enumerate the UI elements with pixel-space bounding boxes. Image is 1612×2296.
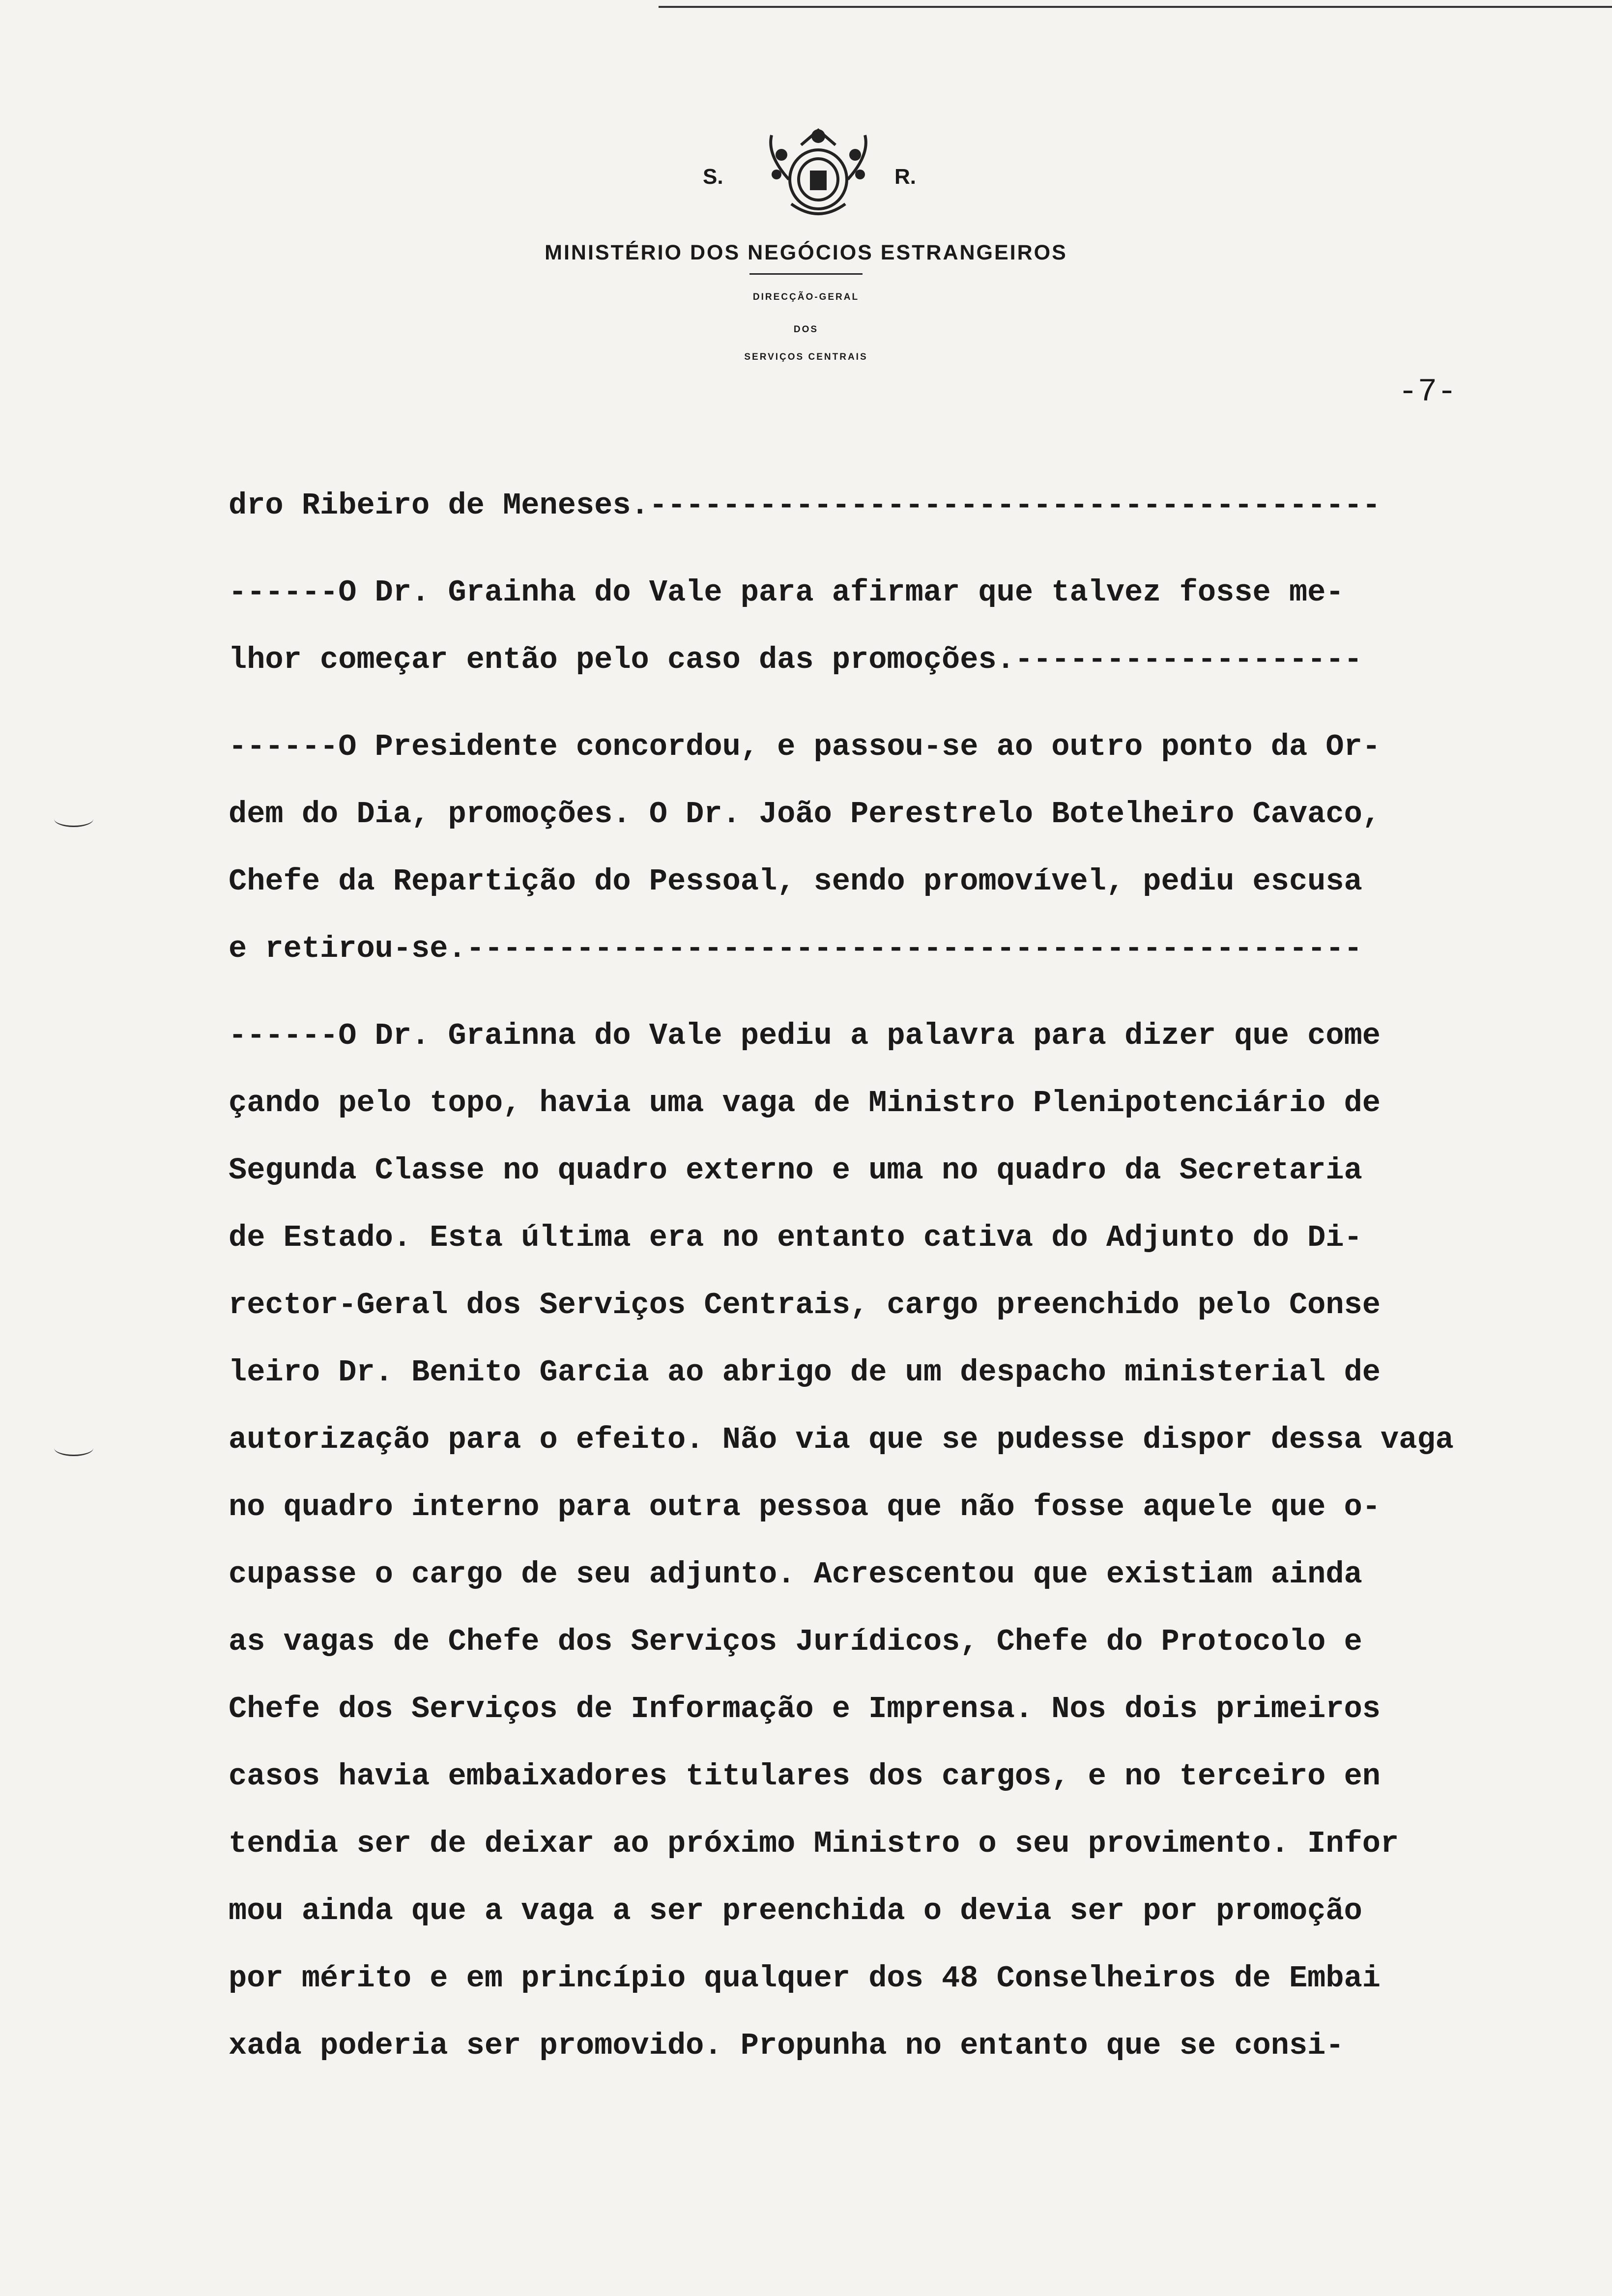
text-line: por mérito e em princípio qualquer dos 48 Conselheiros de Embai [229, 1961, 1381, 1996]
seal-letter-r: R. [894, 165, 916, 189]
text-line: Chefe dos Serviços de Informação e Imprensa. Nos dois primeiros [229, 1692, 1381, 1726]
text-line: ------O Dr. Grainha do Vale para afirmar que talvez fosse me- [229, 575, 1344, 610]
text-line: tendia ser de deixar ao próximo Ministro o seu provimento. Infor [229, 1826, 1399, 1861]
directorate-line-3: SERVIÇOS CENTRAIS [744, 352, 868, 362]
text-line: no quadro interno para outra pessoa que não fosse aquele que o- [229, 1490, 1381, 1524]
letterhead-seal [678, 125, 934, 233]
text-line: dem do Dia, promoções. O Dr. João Perestrelo Botelheiro Cavaco, [229, 797, 1381, 832]
document-body [229, 472, 1516, 2079]
coat-of-arms-icon [752, 125, 885, 224]
text-line: Segunda Classe no quadro externo e uma no quadro da Secretaria [229, 1153, 1362, 1188]
scan-edge-line [659, 6, 1612, 8]
directorate-line-2: DOS [793, 324, 819, 335]
text-line: e retirou-se.------------------------------------------------- [229, 931, 1362, 966]
page-number: -7- [1398, 373, 1457, 410]
text-line: lhor começar então pelo caso das promoções.------------------- [229, 642, 1362, 677]
text-line: ------O Presidente concordou, e passou-se ao outro ponto da Or- [229, 729, 1381, 764]
text-line: ------O Dr. Grainna do Vale pediu a palavra para dizer que come [229, 1018, 1381, 1053]
text-line: leiro Dr. Benito Garcia ao abrigo de um despacho ministerial de [229, 1355, 1381, 1390]
text-line: Chefe da Repartição do Pessoal, sendo promovível, pediu escusa [229, 864, 1362, 899]
punch-hole-mark [54, 1440, 93, 1456]
text-line: dro Ribeiro de Meneses.---------------------------------------- [229, 488, 1381, 523]
text-line: çando pelo topo, havia uma vaga de Ministro Plenipotenciário de [229, 1086, 1381, 1120]
text-line: as vagas de Chefe dos Serviços Jurídicos, Chefe do Protocolo e [229, 1624, 1362, 1659]
directorate-line-1: DIRECÇÃO-GERAL [752, 292, 860, 302]
text-line: casos havia embaixadores titulares dos cargos, e no terceiro en [229, 1759, 1381, 1794]
text-line: cupasse o cargo de seu adjunto. Acrescentou que existiam ainda [229, 1557, 1362, 1592]
punch-hole-mark [54, 811, 93, 827]
ministry-heading: MINISTÉRIO DOS NEGÓCIOS ESTRANGEIROS [545, 241, 1067, 264]
text-line: mou ainda que a vaga a ser preenchida o devia ser por promoção [229, 1894, 1362, 1928]
text-line: rector-Geral dos Serviços Centrais, cargo preenchido pelo Conse [229, 1288, 1381, 1322]
text-line: autorização para o efeito. Não via que se pudesse dispor dessa vaga [229, 1422, 1454, 1457]
text-line: xada poderia ser promovido. Propunha no entanto que se consi- [229, 2028, 1344, 2063]
heading-divider [749, 273, 863, 275]
seal-letter-s: S. [703, 165, 723, 189]
text-line: de Estado. Esta última era no entanto cativa do Adjunto do Di- [229, 1220, 1362, 1255]
